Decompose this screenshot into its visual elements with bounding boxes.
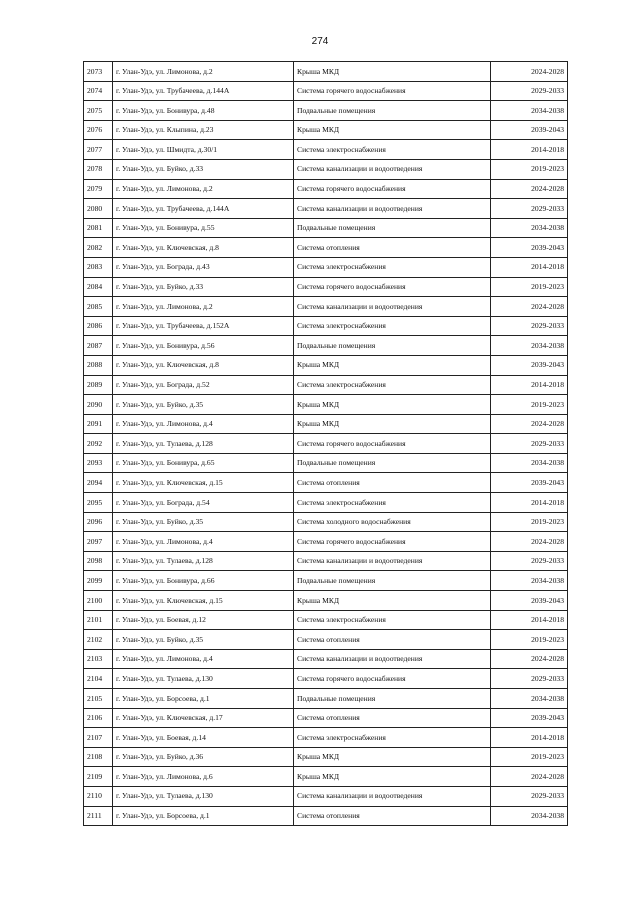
- row-number: 2108: [84, 747, 113, 767]
- period-cell: 2034-2038: [491, 806, 568, 826]
- period-cell: 2039-2043: [491, 708, 568, 728]
- row-number: 2085: [84, 297, 113, 317]
- row-number: 2074: [84, 81, 113, 101]
- row-number: 2101: [84, 610, 113, 630]
- row-number: 2110: [84, 786, 113, 806]
- system-cell: Система электроснабжения: [294, 375, 491, 395]
- table-row: [84, 140, 568, 160]
- period-cell: 2019-2023: [491, 747, 568, 767]
- table-row: [84, 747, 568, 767]
- address-cell: г. Улан-Удэ, ул. Бограда, д.52: [113, 375, 294, 395]
- row-number: 2083: [84, 257, 113, 277]
- system-cell: Система канализации и водоотведения: [294, 649, 491, 669]
- period-cell: 2024-2028: [491, 414, 568, 434]
- system-cell: Подвальные помещения: [294, 689, 491, 709]
- registry-table: [83, 61, 568, 826]
- period-cell: 2029-2033: [491, 316, 568, 336]
- period-cell: 2014-2018: [491, 493, 568, 513]
- period-cell: 2014-2018: [491, 728, 568, 748]
- period-cell: 2014-2018: [491, 140, 568, 160]
- period-cell: 2019-2023: [491, 630, 568, 650]
- period-cell: 2029-2033: [491, 786, 568, 806]
- table-row: [84, 355, 568, 375]
- row-number: 2111: [84, 806, 113, 826]
- table-row: [84, 81, 568, 101]
- system-cell: Система горячего водоснабжения: [294, 81, 491, 101]
- registry-table-body: [84, 62, 568, 826]
- row-number: 2092: [84, 434, 113, 454]
- table-row: [84, 786, 568, 806]
- table-row: [84, 806, 568, 826]
- system-cell: Система электроснабжения: [294, 493, 491, 513]
- table-row: [84, 120, 568, 140]
- system-cell: Система канализации и водоотведения: [294, 551, 491, 571]
- row-number: 2082: [84, 238, 113, 258]
- address-cell: г. Улан-Удэ, ул. Буйко, д.33: [113, 159, 294, 179]
- table-row: [84, 199, 568, 219]
- period-cell: 2034-2038: [491, 101, 568, 121]
- row-number: 2091: [84, 414, 113, 434]
- system-cell: Подвальные помещения: [294, 101, 491, 121]
- system-cell: Система канализации и водоотведения: [294, 297, 491, 317]
- system-cell: Система отопления: [294, 473, 491, 493]
- address-cell: г. Улан-Удэ, ул. Ключевская, д.17: [113, 708, 294, 728]
- row-number: 2099: [84, 571, 113, 591]
- system-cell: Система электроснабжения: [294, 610, 491, 630]
- row-number: 2076: [84, 120, 113, 140]
- period-cell: 2039-2043: [491, 238, 568, 258]
- table-row: [84, 159, 568, 179]
- row-number: 2080: [84, 199, 113, 219]
- table-row: [84, 728, 568, 748]
- table-row: [84, 277, 568, 297]
- address-cell: г. Улан-Удэ, ул. Бонивура, д.65: [113, 453, 294, 473]
- address-cell: г. Улан-Удэ, ул. Трубачеева, д.152А: [113, 316, 294, 336]
- address-cell: г. Улан-Удэ, ул. Трубачеева, д.144А: [113, 81, 294, 101]
- system-cell: Система электроснабжения: [294, 257, 491, 277]
- address-cell: г. Улан-Удэ, ул. Борсоева, д.1: [113, 806, 294, 826]
- system-cell: Крыша МКД: [294, 747, 491, 767]
- period-cell: 2034-2038: [491, 336, 568, 356]
- table-row: [84, 336, 568, 356]
- address-cell: г. Улан-Удэ, ул. Ключевская, д.8: [113, 355, 294, 375]
- row-number: 2096: [84, 512, 113, 532]
- row-number: 2105: [84, 689, 113, 709]
- address-cell: г. Улан-Удэ, ул. Тулаева, д.128: [113, 551, 294, 571]
- system-cell: Крыша МКД: [294, 62, 491, 82]
- table-row: [84, 610, 568, 630]
- period-cell: 2034-2038: [491, 218, 568, 238]
- row-number: 2078: [84, 159, 113, 179]
- system-cell: Система горячего водоснабжения: [294, 434, 491, 454]
- address-cell: г. Улан-Удэ, ул. Борсоева, д.1: [113, 689, 294, 709]
- row-number: 2089: [84, 375, 113, 395]
- table-row: [84, 571, 568, 591]
- table-row: [84, 649, 568, 669]
- table-row: [84, 551, 568, 571]
- period-cell: 2034-2038: [491, 571, 568, 591]
- table-row: [84, 238, 568, 258]
- address-cell: г. Улан-Удэ, ул. Буйко, д.33: [113, 277, 294, 297]
- period-cell: 2039-2043: [491, 591, 568, 611]
- period-cell: 2024-2028: [491, 62, 568, 82]
- row-number: 2093: [84, 453, 113, 473]
- system-cell: Крыша МКД: [294, 120, 491, 140]
- period-cell: 2019-2023: [491, 512, 568, 532]
- table-row: [84, 218, 568, 238]
- table-row: [84, 101, 568, 121]
- address-cell: г. Улан-Удэ, ул. Лимонова, д.2: [113, 179, 294, 199]
- row-number: 2075: [84, 101, 113, 121]
- period-cell: 2029-2033: [491, 199, 568, 219]
- address-cell: г. Улан-Удэ, ул. Ключевская, д.15: [113, 473, 294, 493]
- table-row: [84, 434, 568, 454]
- system-cell: Система отопления: [294, 806, 491, 826]
- system-cell: Крыша МКД: [294, 355, 491, 375]
- address-cell: г. Улан-Удэ, ул. Бонивура, д.48: [113, 101, 294, 121]
- table-row: [84, 630, 568, 650]
- row-number: 2103: [84, 649, 113, 669]
- row-number: 2094: [84, 473, 113, 493]
- system-cell: Система канализации и водоотведения: [294, 786, 491, 806]
- row-number: 2107: [84, 728, 113, 748]
- row-number: 2104: [84, 669, 113, 689]
- row-number: 2087: [84, 336, 113, 356]
- system-cell: Система электроснабжения: [294, 140, 491, 160]
- address-cell: г. Улан-Удэ, ул. Шмидта, д.30/1: [113, 140, 294, 160]
- table-row: [84, 532, 568, 552]
- row-number: 2073: [84, 62, 113, 82]
- period-cell: 2014-2018: [491, 610, 568, 630]
- address-cell: г. Улан-Удэ, ул. Буйко, д.36: [113, 747, 294, 767]
- system-cell: Система горячего водоснабжения: [294, 532, 491, 552]
- table-row: [84, 62, 568, 82]
- row-number: 2088: [84, 355, 113, 375]
- address-cell: г. Улан-Удэ, ул. Ключевская, д.15: [113, 591, 294, 611]
- row-number: 2084: [84, 277, 113, 297]
- address-cell: г. Улан-Удэ, ул. Тулаева, д.128: [113, 434, 294, 454]
- row-number: 2106: [84, 708, 113, 728]
- address-cell: г. Улан-Удэ, ул. Бонивура, д.66: [113, 571, 294, 591]
- address-cell: г. Улан-Удэ, ул. Лимонова, д.2: [113, 62, 294, 82]
- period-cell: 2029-2033: [491, 551, 568, 571]
- table-row: [84, 689, 568, 709]
- period-cell: 2034-2038: [491, 453, 568, 473]
- address-cell: г. Улан-Удэ, ул. Лимонова, д.2: [113, 297, 294, 317]
- row-number: 2086: [84, 316, 113, 336]
- table-row: [84, 669, 568, 689]
- system-cell: Система канализации и водоотведения: [294, 199, 491, 219]
- system-cell: Система отопления: [294, 630, 491, 650]
- system-cell: Подвальные помещения: [294, 453, 491, 473]
- system-cell: Система горячего водоснабжения: [294, 179, 491, 199]
- period-cell: 2039-2043: [491, 120, 568, 140]
- system-cell: Подвальные помещения: [294, 336, 491, 356]
- row-number: 2079: [84, 179, 113, 199]
- table-row: [84, 708, 568, 728]
- address-cell: г. Улан-Удэ, ул. Трубачеева, д.144А: [113, 199, 294, 219]
- address-cell: г. Улан-Удэ, ул. Тулаева, д.130: [113, 669, 294, 689]
- period-cell: 2034-2038: [491, 689, 568, 709]
- table-row: [84, 453, 568, 473]
- period-cell: 2014-2018: [491, 375, 568, 395]
- row-number: 2109: [84, 767, 113, 787]
- period-cell: 2024-2028: [491, 649, 568, 669]
- row-number: 2100: [84, 591, 113, 611]
- address-cell: г. Улан-Удэ, ул. Клыпина, д.23: [113, 120, 294, 140]
- period-cell: 2014-2018: [491, 257, 568, 277]
- period-cell: 2029-2033: [491, 81, 568, 101]
- row-number: 2090: [84, 395, 113, 415]
- address-cell: г. Улан-Удэ, ул. Лимонова, д.4: [113, 532, 294, 552]
- system-cell: Система холодного водоснабжения: [294, 512, 491, 532]
- system-cell: Крыша МКД: [294, 395, 491, 415]
- address-cell: г. Улан-Удэ, ул. Тулаева, д.130: [113, 786, 294, 806]
- period-cell: 2029-2033: [491, 669, 568, 689]
- address-cell: г. Улан-Удэ, ул. Бограда, д.54: [113, 493, 294, 513]
- table-row: [84, 179, 568, 199]
- address-cell: г. Улан-Удэ, ул. Буйко, д.35: [113, 512, 294, 532]
- table-row: [84, 493, 568, 513]
- system-cell: Система канализации и водоотведения: [294, 159, 491, 179]
- system-cell: Крыша МКД: [294, 414, 491, 434]
- period-cell: 2024-2028: [491, 179, 568, 199]
- row-number: 2077: [84, 140, 113, 160]
- address-cell: г. Улан-Удэ, ул. Буйко, д.35: [113, 630, 294, 650]
- period-cell: 2019-2023: [491, 159, 568, 179]
- period-cell: 2024-2028: [491, 297, 568, 317]
- table-row: [84, 767, 568, 787]
- period-cell: 2024-2028: [491, 532, 568, 552]
- address-cell: г. Улан-Удэ, ул. Лимонова, д.4: [113, 414, 294, 434]
- table-row: [84, 473, 568, 493]
- system-cell: Система электроснабжения: [294, 316, 491, 336]
- table-row: [84, 316, 568, 336]
- table-row: [84, 297, 568, 317]
- row-number: 2081: [84, 218, 113, 238]
- system-cell: Подвальные помещения: [294, 571, 491, 591]
- system-cell: Система горячего водоснабжения: [294, 277, 491, 297]
- table-row: [84, 512, 568, 532]
- period-cell: 2039-2043: [491, 473, 568, 493]
- address-cell: г. Улан-Удэ, ул. Лимонова, д.6: [113, 767, 294, 787]
- period-cell: 2019-2023: [491, 277, 568, 297]
- period-cell: 2039-2043: [491, 355, 568, 375]
- address-cell: г. Улан-Удэ, ул. Лимонова, д.4: [113, 649, 294, 669]
- system-cell: Крыша МКД: [294, 767, 491, 787]
- system-cell: Система отопления: [294, 708, 491, 728]
- system-cell: Подвальные помещения: [294, 218, 491, 238]
- address-cell: г. Улан-Удэ, ул. Боевая, д.14: [113, 728, 294, 748]
- system-cell: Система горячего водоснабжения: [294, 669, 491, 689]
- row-number: 2098: [84, 551, 113, 571]
- system-cell: Система электроснабжения: [294, 728, 491, 748]
- row-number: 2097: [84, 532, 113, 552]
- system-cell: Крыша МКД: [294, 591, 491, 611]
- row-number: 2102: [84, 630, 113, 650]
- table-row: [84, 257, 568, 277]
- address-cell: г. Улан-Удэ, ул. Ключевская, д.8: [113, 238, 294, 258]
- system-cell: Система отопления: [294, 238, 491, 258]
- period-cell: 2019-2023: [491, 395, 568, 415]
- address-cell: г. Улан-Удэ, ул. Боевая, д.12: [113, 610, 294, 630]
- address-cell: г. Улан-Удэ, ул. Бонивура, д.55: [113, 218, 294, 238]
- period-cell: 2024-2028: [491, 767, 568, 787]
- address-cell: г. Улан-Удэ, ул. Бонивура, д.56: [113, 336, 294, 356]
- page-number: 274: [311, 36, 329, 47]
- table-row: [84, 395, 568, 415]
- period-cell: 2029-2033: [491, 434, 568, 454]
- row-number: 2095: [84, 493, 113, 513]
- table-row: [84, 414, 568, 434]
- table-row: [84, 591, 568, 611]
- address-cell: г. Улан-Удэ, ул. Буйко, д.35: [113, 395, 294, 415]
- table-row: [84, 375, 568, 395]
- address-cell: г. Улан-Удэ, ул. Бограда, д.43: [113, 257, 294, 277]
